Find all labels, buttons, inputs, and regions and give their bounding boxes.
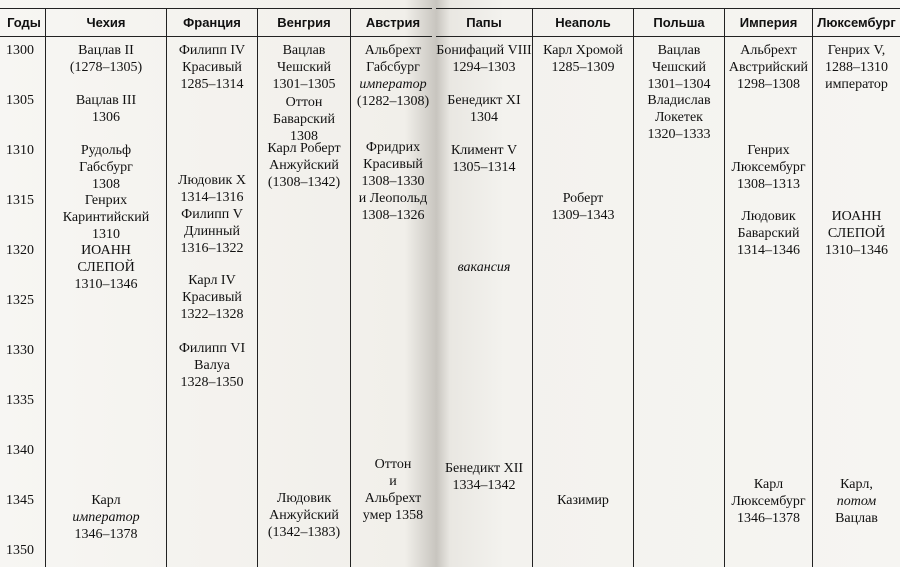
czech-ruler: Вацлав III 1306 bbox=[75, 93, 137, 125]
france-ruler: Филипп V Длинный 1316–1322 bbox=[180, 207, 244, 256]
czech-ruler: Генрих Каринтийский 1310 bbox=[62, 193, 150, 242]
year-label: 1310 bbox=[6, 143, 34, 158]
poland-ruler: Вацлав Чешский 1301–1304 bbox=[647, 43, 711, 92]
empire-ruler: Карл Люксембург 1346–1378 bbox=[731, 477, 806, 526]
year-label: 1315 bbox=[6, 193, 34, 208]
pope-entry: вакансия bbox=[457, 260, 511, 275]
hungary-ruler: Вацлав Чешский 1301–1305 bbox=[272, 43, 336, 92]
hungary-ruler: Людовик Анжуйский (1342–1383) bbox=[267, 491, 341, 540]
header-poland: Польша bbox=[653, 14, 705, 30]
poland-ruler: Владислав Локетек 1320–1333 bbox=[647, 93, 711, 142]
naples-ruler: Казимир bbox=[557, 493, 609, 508]
year-label: 1345 bbox=[6, 493, 34, 508]
header-czech: Чехия bbox=[86, 14, 126, 30]
hungary-ruler: Карл Роберт Анжуйский (1308–1342) bbox=[267, 141, 341, 190]
czech-ruler: Карл император 1346–1378 bbox=[72, 493, 140, 542]
header-years: Годы bbox=[7, 14, 41, 30]
year-label: 1335 bbox=[6, 393, 34, 408]
header-popes: Папы bbox=[466, 14, 502, 30]
naples-ruler: Карл Хромой 1285–1309 bbox=[543, 43, 623, 75]
top-rule bbox=[0, 8, 432, 9]
france-ruler: Филипп VI Валуа 1328–1350 bbox=[178, 341, 246, 390]
naples-ruler: Роберт 1309–1343 bbox=[551, 191, 615, 223]
empire-ruler: Людовик Баварский 1314–1346 bbox=[737, 209, 800, 258]
czech-ruler: ИОАНН СЛЕПОЙ 1310–1346 bbox=[74, 243, 138, 292]
header-empire: Империя bbox=[739, 14, 798, 30]
header-hungary: Венгрия bbox=[277, 14, 331, 30]
header-rule bbox=[0, 36, 432, 37]
header-rule-right bbox=[436, 36, 900, 37]
year-label: 1305 bbox=[6, 93, 34, 108]
year-label: 1350 bbox=[6, 543, 34, 558]
year-label: 1325 bbox=[6, 293, 34, 308]
empire-ruler: Альбрехт Австрийский 1298–1308 bbox=[728, 43, 809, 92]
czech-ruler: Вацлав II (1278–1305) bbox=[69, 43, 143, 75]
czech-ruler: Рудольф Габсбург 1308 bbox=[79, 143, 133, 192]
pope-entry: Бенедикт XII 1334–1342 bbox=[444, 461, 524, 493]
empire-ruler: Генрих Люксембург 1308–1313 bbox=[731, 143, 806, 192]
year-label: 1320 bbox=[6, 243, 34, 258]
france-ruler: Людовик X 1314–1316 bbox=[178, 173, 246, 205]
year-label: 1300 bbox=[6, 43, 34, 58]
austria-ruler: Оттон и Альбрехт умер 1358 bbox=[362, 457, 424, 523]
header-france: Франция bbox=[183, 14, 241, 30]
austria-ruler: Фридрих Красивый 1308–1330 и Леопольд 1308–1326 bbox=[358, 140, 428, 223]
luxembourg-ruler: ИОАНН СЛЕПОЙ 1310–1346 bbox=[825, 209, 888, 258]
header-naples: Неаполь bbox=[555, 14, 611, 30]
pope-entry: Климент V 1305–1314 bbox=[450, 143, 518, 175]
header-luxembourg: Люксембург bbox=[817, 14, 896, 30]
austria-ruler: Альбрехт Габсбург император (1282–1308) bbox=[356, 43, 430, 109]
luxembourg-ruler: Карл, потом Вацлав bbox=[835, 477, 878, 526]
france-ruler: Карл IV Красивый 1322–1328 bbox=[180, 273, 244, 322]
hungary-ruler: Оттон Баварский 1308 bbox=[273, 95, 335, 144]
year-label: 1340 bbox=[6, 443, 34, 458]
pope-entry: Бенедикт XI 1304 bbox=[447, 93, 521, 125]
luxembourg-ruler: Генрих V, 1288–1310 император bbox=[825, 43, 888, 92]
pope-entry: Бонифаций VIII 1294–1303 bbox=[436, 43, 532, 75]
year-label: 1330 bbox=[6, 343, 34, 358]
top-rule-right bbox=[436, 8, 900, 9]
col-divider bbox=[532, 8, 533, 567]
france-ruler: Филипп IV Красивый 1285–1314 bbox=[178, 43, 246, 92]
header-austria: Австрия bbox=[365, 14, 421, 30]
